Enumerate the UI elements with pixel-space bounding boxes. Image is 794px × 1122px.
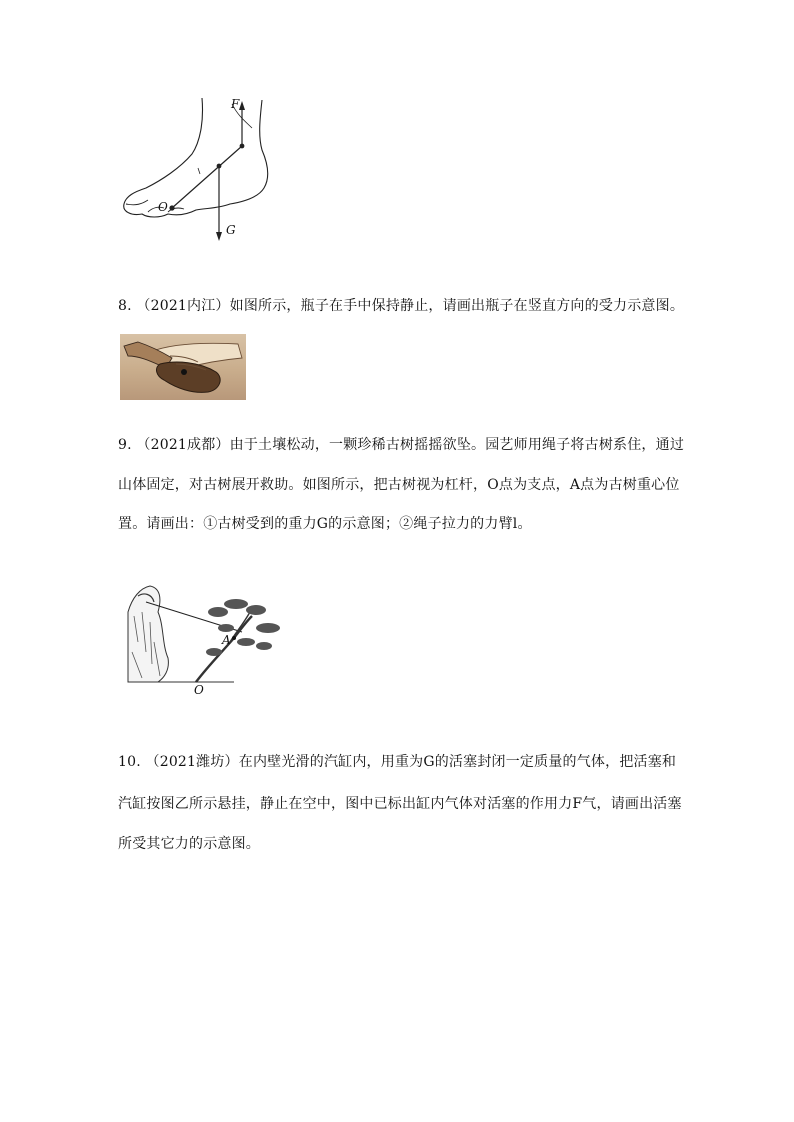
cliff-shape xyxy=(128,586,168,682)
lever-line xyxy=(172,146,242,208)
question-9-line-3: 置。请画出：①古树受到的重力G的示意图；②绳子拉力的力臂l。 xyxy=(118,516,532,532)
pivot-point-o xyxy=(169,205,174,210)
question-8-text: 8. （2021内江）如图所示，瓶子在手中保持静止，请画出瓶子在竖直方向的受力示意图。 xyxy=(118,298,685,314)
question-10-line-3: 所受其它力的示意图。 xyxy=(118,836,260,852)
question-9-line-1: 9. （2021成都）由于土壤松动，一颗珍稀古树摇摇欲坠。园艺师用绳子将古树系住，通过 xyxy=(118,437,685,453)
label-o-tree: O xyxy=(194,683,204,697)
label-o: O xyxy=(158,200,168,214)
foot-outline xyxy=(124,98,268,217)
bottle-in-hand-photo xyxy=(120,334,246,400)
center-point-a xyxy=(232,636,236,640)
foot-lever-figure xyxy=(112,92,282,252)
label-g: G xyxy=(226,223,236,237)
question-10-line-1: 10. （2021潍坊）在内壁光滑的汽缸内，用重为G的活塞封闭一定质量的气体，把活塞和 xyxy=(118,754,677,770)
question-10-line-2: 汽缸按图乙所示悬挂，静止在空中，图中已标出缸内气体对活塞的作用力F气，请画出活塞 xyxy=(118,796,682,812)
tree-lever-figure xyxy=(118,582,288,698)
label-f: F xyxy=(231,97,240,111)
question-9-line-2: 山体固定，对古树展开救助。如图所示，把古树视为杠杆，O点为支点，A点为古树重心位 xyxy=(118,477,680,493)
label-a: A xyxy=(222,633,231,647)
